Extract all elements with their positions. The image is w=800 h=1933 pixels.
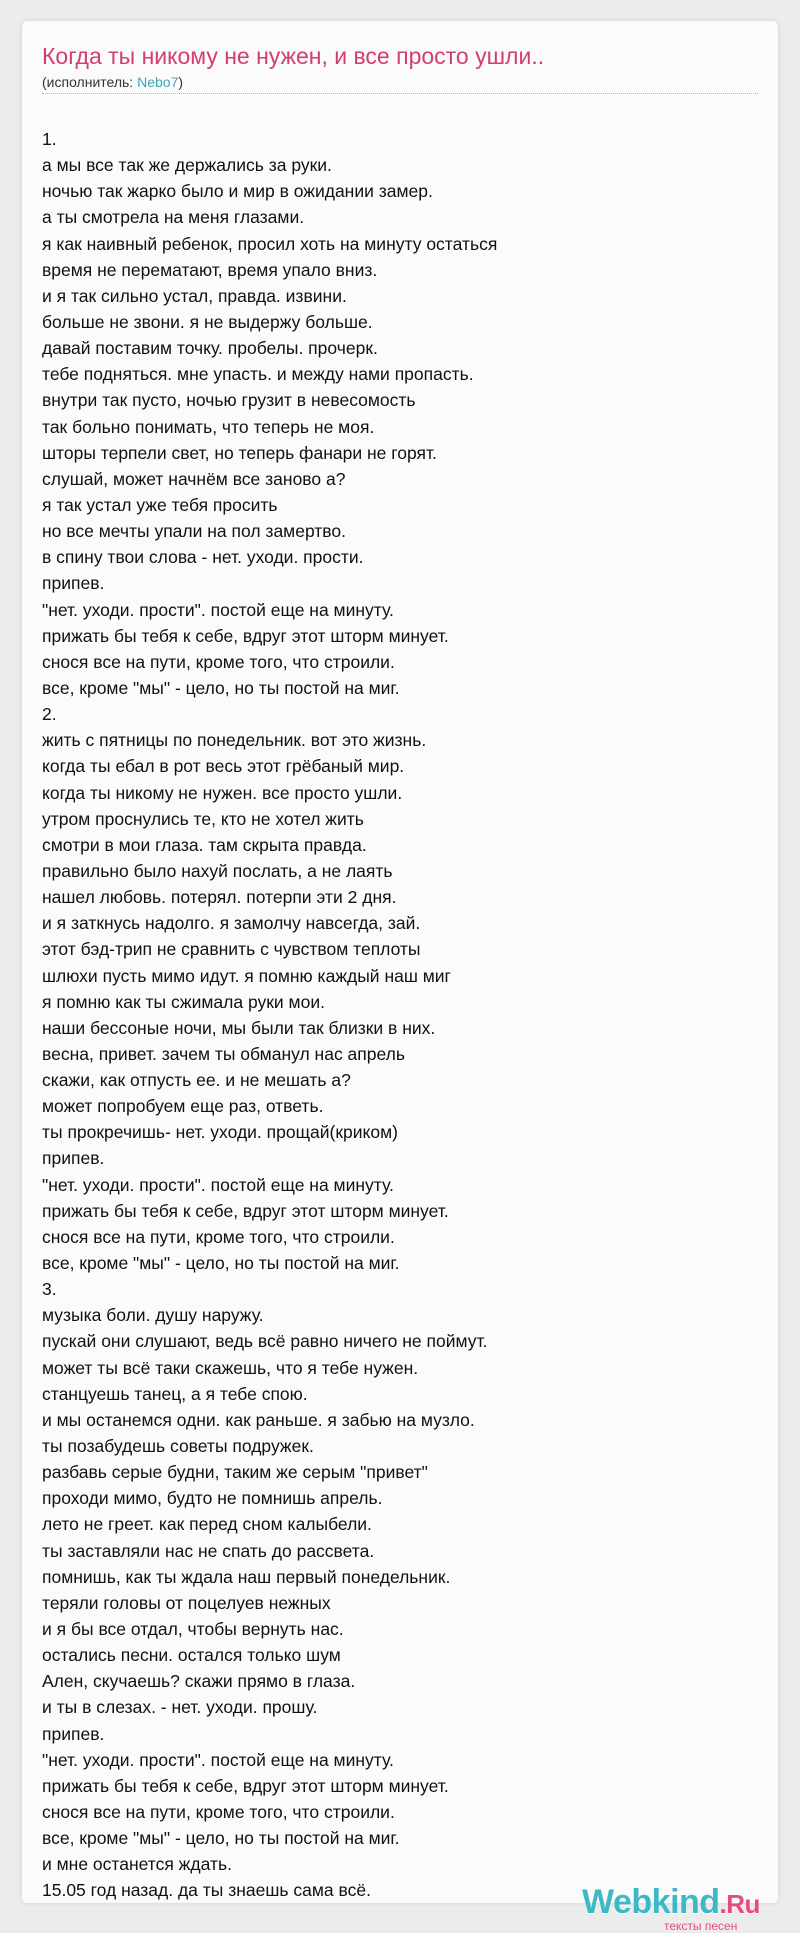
lyric-line: шлюхи пусть мимо идут. я помню каждый наш миг bbox=[42, 965, 451, 986]
lyric-line: станцуешь танец, а я тебе спою. bbox=[42, 1383, 308, 1404]
lyric-line: давай поставим точку. пробелы. прочерк. bbox=[42, 338, 378, 359]
lyric-line: и мы останемся одни. как раньше. я забью на музло. bbox=[42, 1409, 475, 1430]
lyric-line: "нет. уходи. прости". постой еще на минуту. bbox=[42, 599, 394, 620]
lyric-line: шторы терпели свет, но теперь фанари не горят. bbox=[42, 442, 437, 463]
lyric-line: я как наивный ребенок, просил хоть на минуту остаться bbox=[42, 233, 498, 254]
lyric-line: я помню как ты сжимала руки мои. bbox=[42, 991, 325, 1012]
lyric-line: жить с пятницы по понедельник. вот это жизнь. bbox=[42, 730, 427, 751]
lyric-line: и я бы все отдал, чтобы вернуть нас. bbox=[42, 1619, 344, 1640]
lyrics-card bbox=[21, 20, 779, 1933]
lyric-line: может ты всё таки скажешь, что я тебе нужен. bbox=[42, 1357, 419, 1378]
watermark-logo-name: Webkind bbox=[582, 1883, 720, 1921]
watermark-tagline: тексты песен bbox=[664, 1919, 738, 1933]
lyric-line: но все мечты упали на пол замертво. bbox=[42, 521, 347, 542]
lyric-line: я так устал уже тебя просить bbox=[42, 494, 278, 515]
lyric-line: так больно понимать, что теперь не моя. bbox=[42, 416, 375, 437]
lyric-line: и мне останется ждать. bbox=[42, 1854, 232, 1875]
artist-link[interactable]: Nebo7 bbox=[137, 74, 179, 90]
lyric-line: снося все на пути, кроме того, что строили. bbox=[42, 1226, 395, 1247]
lyric-line: утром проснулись те, кто не хотел жить bbox=[42, 808, 364, 829]
site-watermark bbox=[582, 1883, 792, 1933]
artist-suffix: ) bbox=[178, 74, 184, 90]
lyric-line: внутри так пусто, ночью грузит в невесомость bbox=[42, 390, 416, 411]
lyric-line: этот бэд-трип не сравнить с чувством теплоты bbox=[42, 939, 421, 960]
lyric-line: лето не греет. как перед сном калыбели. bbox=[42, 1514, 372, 1535]
lyric-line: смотри в мои глаза. там скрыта правда. bbox=[42, 834, 367, 855]
song-title: Когда ты никому не нужен, и все просто ушли.. bbox=[42, 43, 545, 69]
lyric-line: помнишь, как ты ждала наш первый понедельник. bbox=[42, 1566, 451, 1587]
lyric-line: снося все на пути, кроме того, что строили. bbox=[42, 651, 395, 672]
lyric-line: когда ты ебал в рот весь этот грёбаный мир. bbox=[42, 756, 405, 777]
lyric-line: прижать бы тебя к себе, вдруг этот шторм минует. bbox=[42, 1775, 449, 1796]
lyric-line: когда ты никому не нужен. все просто ушли. bbox=[42, 782, 403, 803]
lyric-line: наши бессоные ночи, мы были так близки в них. bbox=[42, 1017, 436, 1038]
lyric-line: теряли головы от поцелуев нежных bbox=[42, 1592, 331, 1613]
watermark-logo bbox=[582, 1883, 792, 1922]
lyric-line: правильно было нахуй послать, а не лаять bbox=[42, 860, 393, 881]
lyric-line: скажи, как отпусть ее. и не мешать а? bbox=[42, 1070, 351, 1091]
lyric-line: пускай они слушают, ведь всё равно ничего не поймут. bbox=[42, 1331, 488, 1352]
lyric-line: и ты в слезах. - нет. уходи. прошу. bbox=[42, 1697, 318, 1718]
lyric-line: припев. bbox=[42, 1723, 105, 1744]
lyric-line: в спину твои слова - нет. уходи. прости. bbox=[42, 547, 364, 568]
lyric-line: и я так сильно устал, правда. извини. bbox=[42, 285, 347, 306]
lyric-line: прижать бы тебя к себе, вдруг этот шторм минует. bbox=[42, 625, 449, 646]
lyric-line: 2. bbox=[42, 704, 57, 725]
title-divider bbox=[42, 93, 758, 94]
lyric-line: "нет. уходи. прости". постой еще на минуту. bbox=[42, 1749, 394, 1770]
lyric-line: весна, привет. зачем ты обманул нас апрель bbox=[42, 1043, 405, 1064]
artist-prefix: (исполнитель: bbox=[42, 74, 138, 90]
lyric-line: 3. bbox=[42, 1279, 57, 1300]
lyric-line: а мы все так же держались за руки. bbox=[42, 155, 332, 176]
watermark-logo-suffix: .Ru bbox=[719, 1889, 760, 1919]
artist-line bbox=[42, 74, 183, 90]
lyric-line: ночью так жарко было и мир в ожидании замер. bbox=[42, 181, 433, 202]
lyric-line: а ты смотрела на меня глазами. bbox=[42, 207, 305, 228]
lyric-line: может попробуем еще раз, ответь. bbox=[42, 1096, 324, 1117]
lyric-line: Ален, скучаешь? скажи прямо в глаза. bbox=[42, 1671, 356, 1692]
lyric-line: остались песни. остался только шум bbox=[42, 1645, 341, 1666]
lyric-line: нашел любовь. потерял. потерпи эти 2 дня. bbox=[42, 887, 397, 908]
lyric-line: больше не звони. я не выдержу больше. bbox=[42, 311, 373, 332]
lyric-line: 1. bbox=[42, 129, 57, 149]
lyric-line: тебе подняться. мне упасть. и между нами пропасть. bbox=[42, 364, 474, 385]
lyric-line: и я заткнусь надолго. я замолчу навсегда, зай. bbox=[42, 913, 421, 934]
lyric-line: музыка боли. душу наружу. bbox=[42, 1305, 264, 1326]
lyric-line: 15.05 год назад. да ты знаешь сама всё. bbox=[42, 1880, 371, 1901]
lyric-line: ты позабудешь советы подружек. bbox=[42, 1436, 314, 1457]
lyric-line: время не перематают, время упало вниз. bbox=[42, 259, 378, 280]
lyric-line: припев. bbox=[42, 573, 105, 594]
lyric-line: прижать бы тебя к себе, вдруг этот шторм минует. bbox=[42, 1200, 449, 1221]
lyric-line: разбавь серые будни, таким же серым "привет" bbox=[42, 1462, 428, 1483]
lyric-line: припев. bbox=[42, 1148, 105, 1169]
lyrics-text bbox=[42, 126, 742, 1904]
lyric-line: снося все на пути, кроме того, что строили. bbox=[42, 1802, 395, 1822]
lyric-line: все, кроме "мы" - цело, но ты постой на миг. bbox=[42, 677, 400, 698]
lyric-line: все, кроме "мы" - цело, но ты постой на миг. bbox=[42, 1828, 400, 1849]
lyric-line: слушай, может начнём все заново а? bbox=[42, 468, 346, 489]
lyric-line: "нет. уходи. прости". постой еще на минуту. bbox=[42, 1174, 394, 1195]
lyric-line: все, кроме "мы" - цело, но ты постой на миг. bbox=[42, 1253, 400, 1274]
lyric-line: проходи мимо, будто не помнишь апрель. bbox=[42, 1488, 383, 1509]
lyric-line: ты заставляли нас не спать до рассвета. bbox=[42, 1540, 375, 1561]
lyric-line: ты прокречишь- нет. уходи. прощай(криком) bbox=[42, 1122, 398, 1143]
